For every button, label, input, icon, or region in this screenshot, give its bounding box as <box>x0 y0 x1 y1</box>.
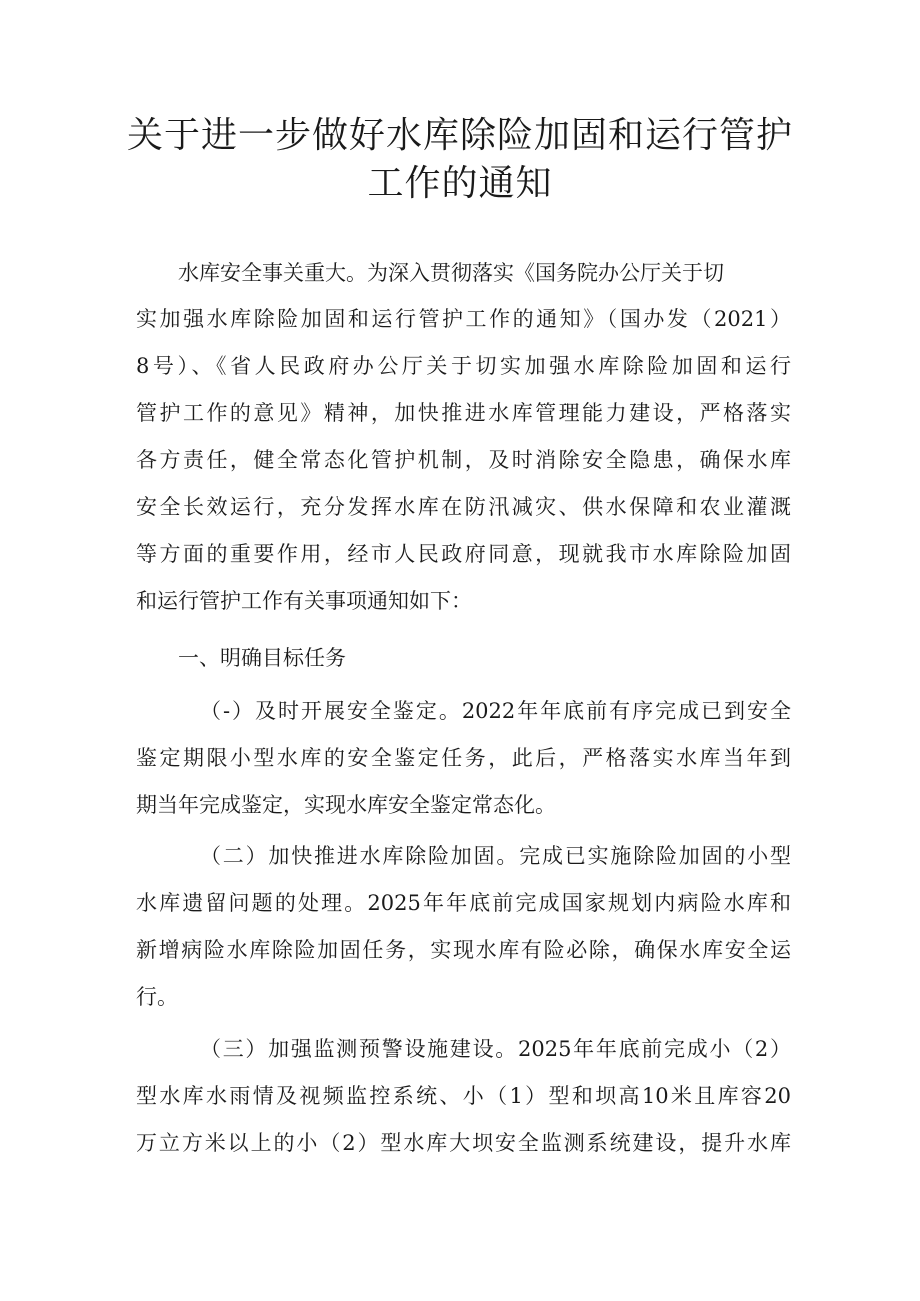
body-line-4: 管护工作的意见》精神，加快推进水库管理能力建设，严格落实 <box>136 401 791 425</box>
body-line-8: 和运行管护工作有关事项通知如下： <box>136 589 472 613</box>
body-line-3: 8号）、《省人民政府办公厅关于切实加强水库除险加固和运行 <box>136 354 791 378</box>
body-line-14: 水库遗留问题的处理。2025年年底前完成国家规划内病险水库和 <box>136 891 791 915</box>
body-line-11: 鉴定期限小型水库的安全鉴定任务，此后，严格落实水库当年到 <box>136 746 791 770</box>
body-line-15: 新增病险水库除险加固任务，实现水库有险必除，确保水库安全运 <box>136 938 791 962</box>
body-line-13: （二）加快推进水库除险加固。完成已实施除险加固的小型 <box>200 844 791 868</box>
document-title-line-1: 关于进一步做好水库除险加固和运行管护 <box>126 115 793 156</box>
body-line-18: 型水库水雨情及视频监控系统、小（1）型和坝高10米且库容20 <box>136 1084 791 1108</box>
body-line-19: 万立方米以上的小（2）型水库大坝安全监测系统建设，提升水库 <box>136 1131 791 1155</box>
body-line-10: （-）及时开展安全鉴定。2022年年底前有序完成已到安全 <box>200 699 791 723</box>
body-line-16: 行。 <box>136 985 178 1009</box>
section-heading-1: 一、明确目标任务 <box>178 646 346 670</box>
body-line-6: 安全长效运行，充分发挥水库在防汛减灾、供水保障和农业灌溉 <box>136 495 791 519</box>
body-line-7: 等方面的重要作用，经市人民政府同意，现就我市水库除险加固 <box>136 542 791 566</box>
body-line-1: 水库安全事关重大。为深入贯彻落实《国务院办公厅关于切 <box>178 261 724 285</box>
body-line-17: （三）加强监测预警设施建设。2025年年底前完成小（2） <box>200 1037 791 1061</box>
body-line-12: 期当年完成鉴定，实现水库安全鉴定常态化。 <box>136 793 556 817</box>
body-line-5: 各方责任，健全常态化管护机制，及时消除安全隐患，确保水库 <box>136 448 791 472</box>
document-title-line-2: 工作的通知 <box>367 163 553 204</box>
body-line-2: 实加强水库除险加固和运行管护工作的通知》（国办发（2021） <box>136 307 791 331</box>
